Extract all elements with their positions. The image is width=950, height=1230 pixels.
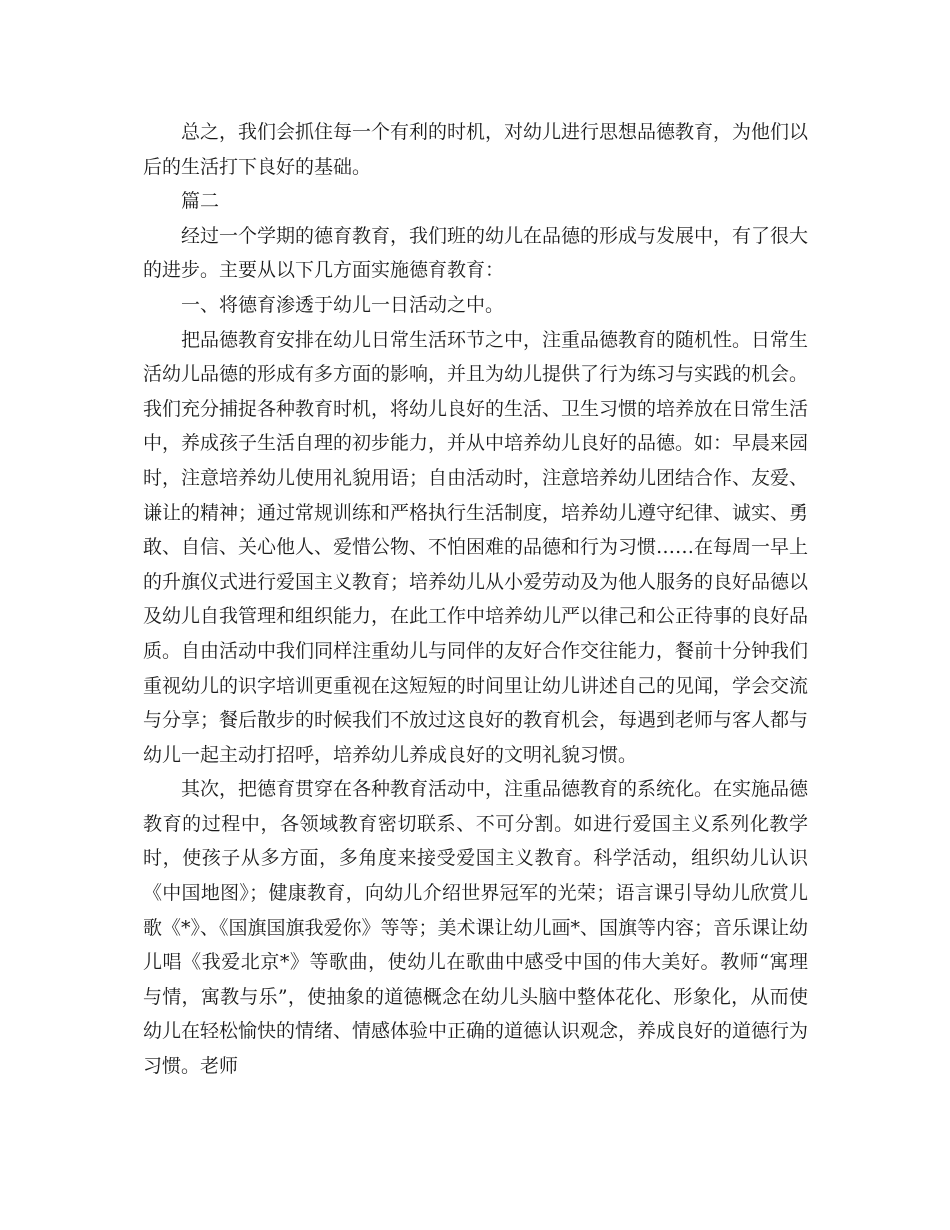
paragraph-summary: 总之，我们会抓住每一个有利的时机，对幼儿进行思想品德教育，为他们以后的生活打下良好的基础。 xyxy=(143,121,809,178)
paragraph-daily-activities: 把品德教育安排在幼儿日常生活环节之中，注重品德教育的随机性。日常生活幼儿品德的形成有多方面的影响，并且为幼儿提供了行为练习与实践的机会。我们充分捕捉各种教育时机，将幼儿良好的生活、卫生习惯的培养放在日常生活中，养成孩子生活自理的初步能力，并从中培养幼儿良好的品德。如：早晨来园时，注意培养幼儿使用礼貌用语；自由活动时，注意培养幼儿团结合作、友爱、谦让的精神；通过常规训练和严格执行生活制度，培养幼儿遵守纪律、诚实、勇敢、自信、关心他人、爱惜公物、不怕困难的品德和行为习惯……在每周一早上的升旗仪式进行爱国主义教育；培养幼儿从小爱劳动及为他人服务的良好品德以及幼儿自我管理和组织能力，在此工作中培养幼儿严以律己和公正待事的良好品质。自由活动中我们同样注重幼儿与同伴的友好合作交往能力，餐前十分钟我们重视幼儿的识字培训更重视在这短短的时间里让幼儿讲述自己的见闻，学会交流与分享；餐后散步的时候我们不放过这良好的教育机会，每遇到老师与客人都与幼儿一起主动打招呼，培养幼儿养成良好的文明礼貌习惯。 xyxy=(143,328,809,766)
document-body xyxy=(143,115,808,1084)
section-heading-part-two: 篇二 xyxy=(181,190,220,213)
paragraph-intro: 经过一个学期的德育教育，我们班的幼儿在品德的形成与发展中，有了很大的进步。主要从以下几方面实施德育教育： xyxy=(143,224,809,282)
subheading-one: 一、将德育渗透于幼儿一日活动之中。 xyxy=(181,293,505,316)
paragraph-education-activities: 其次，把德育贯穿在各种教育活动中，注重品德教育的系统化。在实施品德教育的过程中，各领域教育密切联系、不可分割。如进行爱国主义系列化教学时，使孩子从多方面，多角度来接受爱国主义教育。科学活动，组织幼儿认识《中国地图》；健康教育，向幼儿介绍世界冠军的光荣；语言课引导幼儿欣赏儿歌《*》、《国旗国旗我爱你》等等；美术课让幼儿画*、国旗等内容；音乐课让幼儿唱《我爱北京*》等歌曲，使幼儿在歌曲中感受中国的伟大美好。教师“寓理与情，寓教与乐”，使抽象的道德概念在幼儿头脑中整体花化、形象化，从而使幼儿在轻松愉快的情绪、情感体验中正确的道德认识观念，养成良好的道德行为习惯。老师 xyxy=(143,778,809,1078)
